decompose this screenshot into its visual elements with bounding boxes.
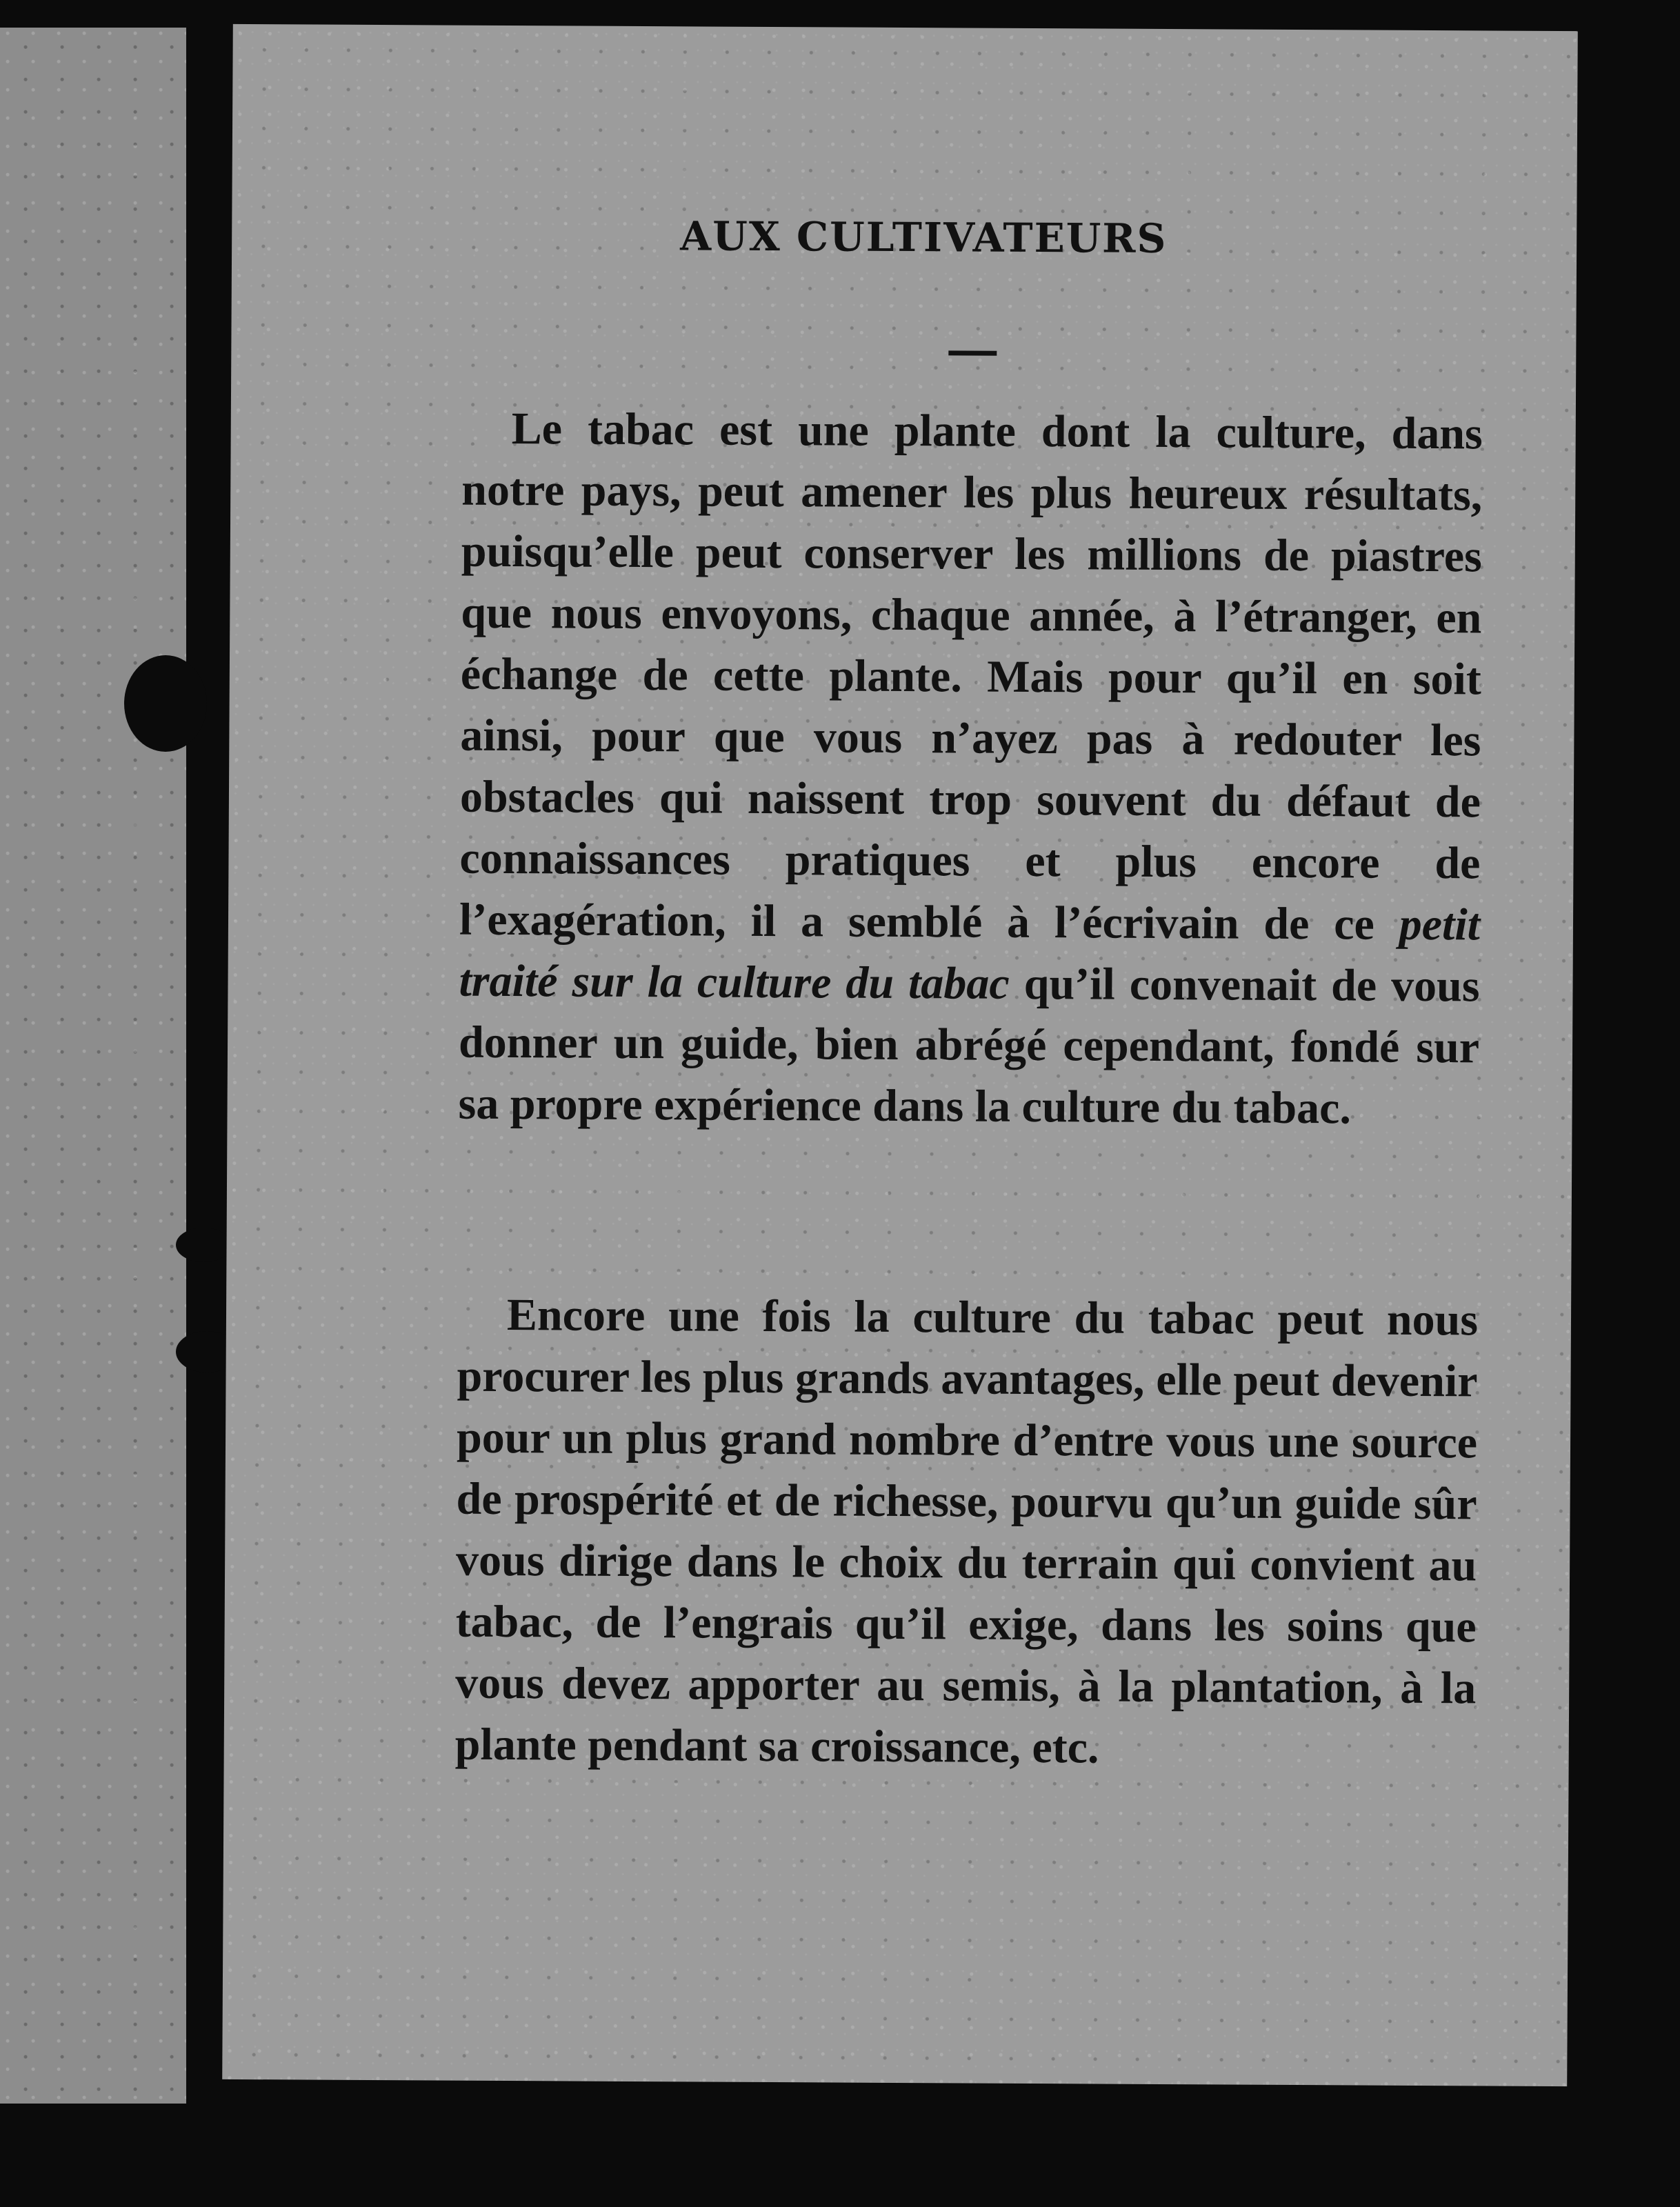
paragraph-1-italic-title: petit traité sur la culture du tabac [459,899,1481,1009]
book-spine-binding [186,28,228,2104]
binding-knot [124,655,207,752]
paragraph-1 [458,398,1483,1140]
left-gutter-page-edge [0,28,186,2104]
document-page [222,24,1578,2086]
paragraph-1-text: Le tabac est une plante dont la culture, dans notre pays, peut amener les plus heureux résultats, puisqu’elle peut conserver les millions de piastres que nous envoyons, chaque année, à l’étranger, en échange de cette plante. Mais pour qu’il en soit ainsi, pour que vous n’ayez pas à redouter les obstacles qui naissent trop souvent du défaut de connaissances pratiques et plus encore de l’exagération, il a semblé à l’écrivain de ce [459,403,1483,950]
page-heading: AUX CULTIVATEURS [680,212,1168,263]
paragraph-2: Encore une fois la culture du tabac peut nous procurer les plus grands avantages, elle peut devenir pour un plus grand nombre d’entre vous une source de prospérité et de richesse, pourvu qu’un guide sûr vous dirige dans le choix du terrain qui convient au tabac, de l’engrais qu’il exige, dans les soins que vous devez apporter au semis, à la plantation, à la plante pendant sa croissance, etc. [454,1290,1479,1773]
heading-rule [948,350,997,355]
binding-knot [176,1228,231,1262]
paragraph-1-text-end: qu’il convenait de vous donner un guide, bien abrégé cependant, fondé sur sa propre expérience dans la culture du tabac. [458,958,1480,1134]
